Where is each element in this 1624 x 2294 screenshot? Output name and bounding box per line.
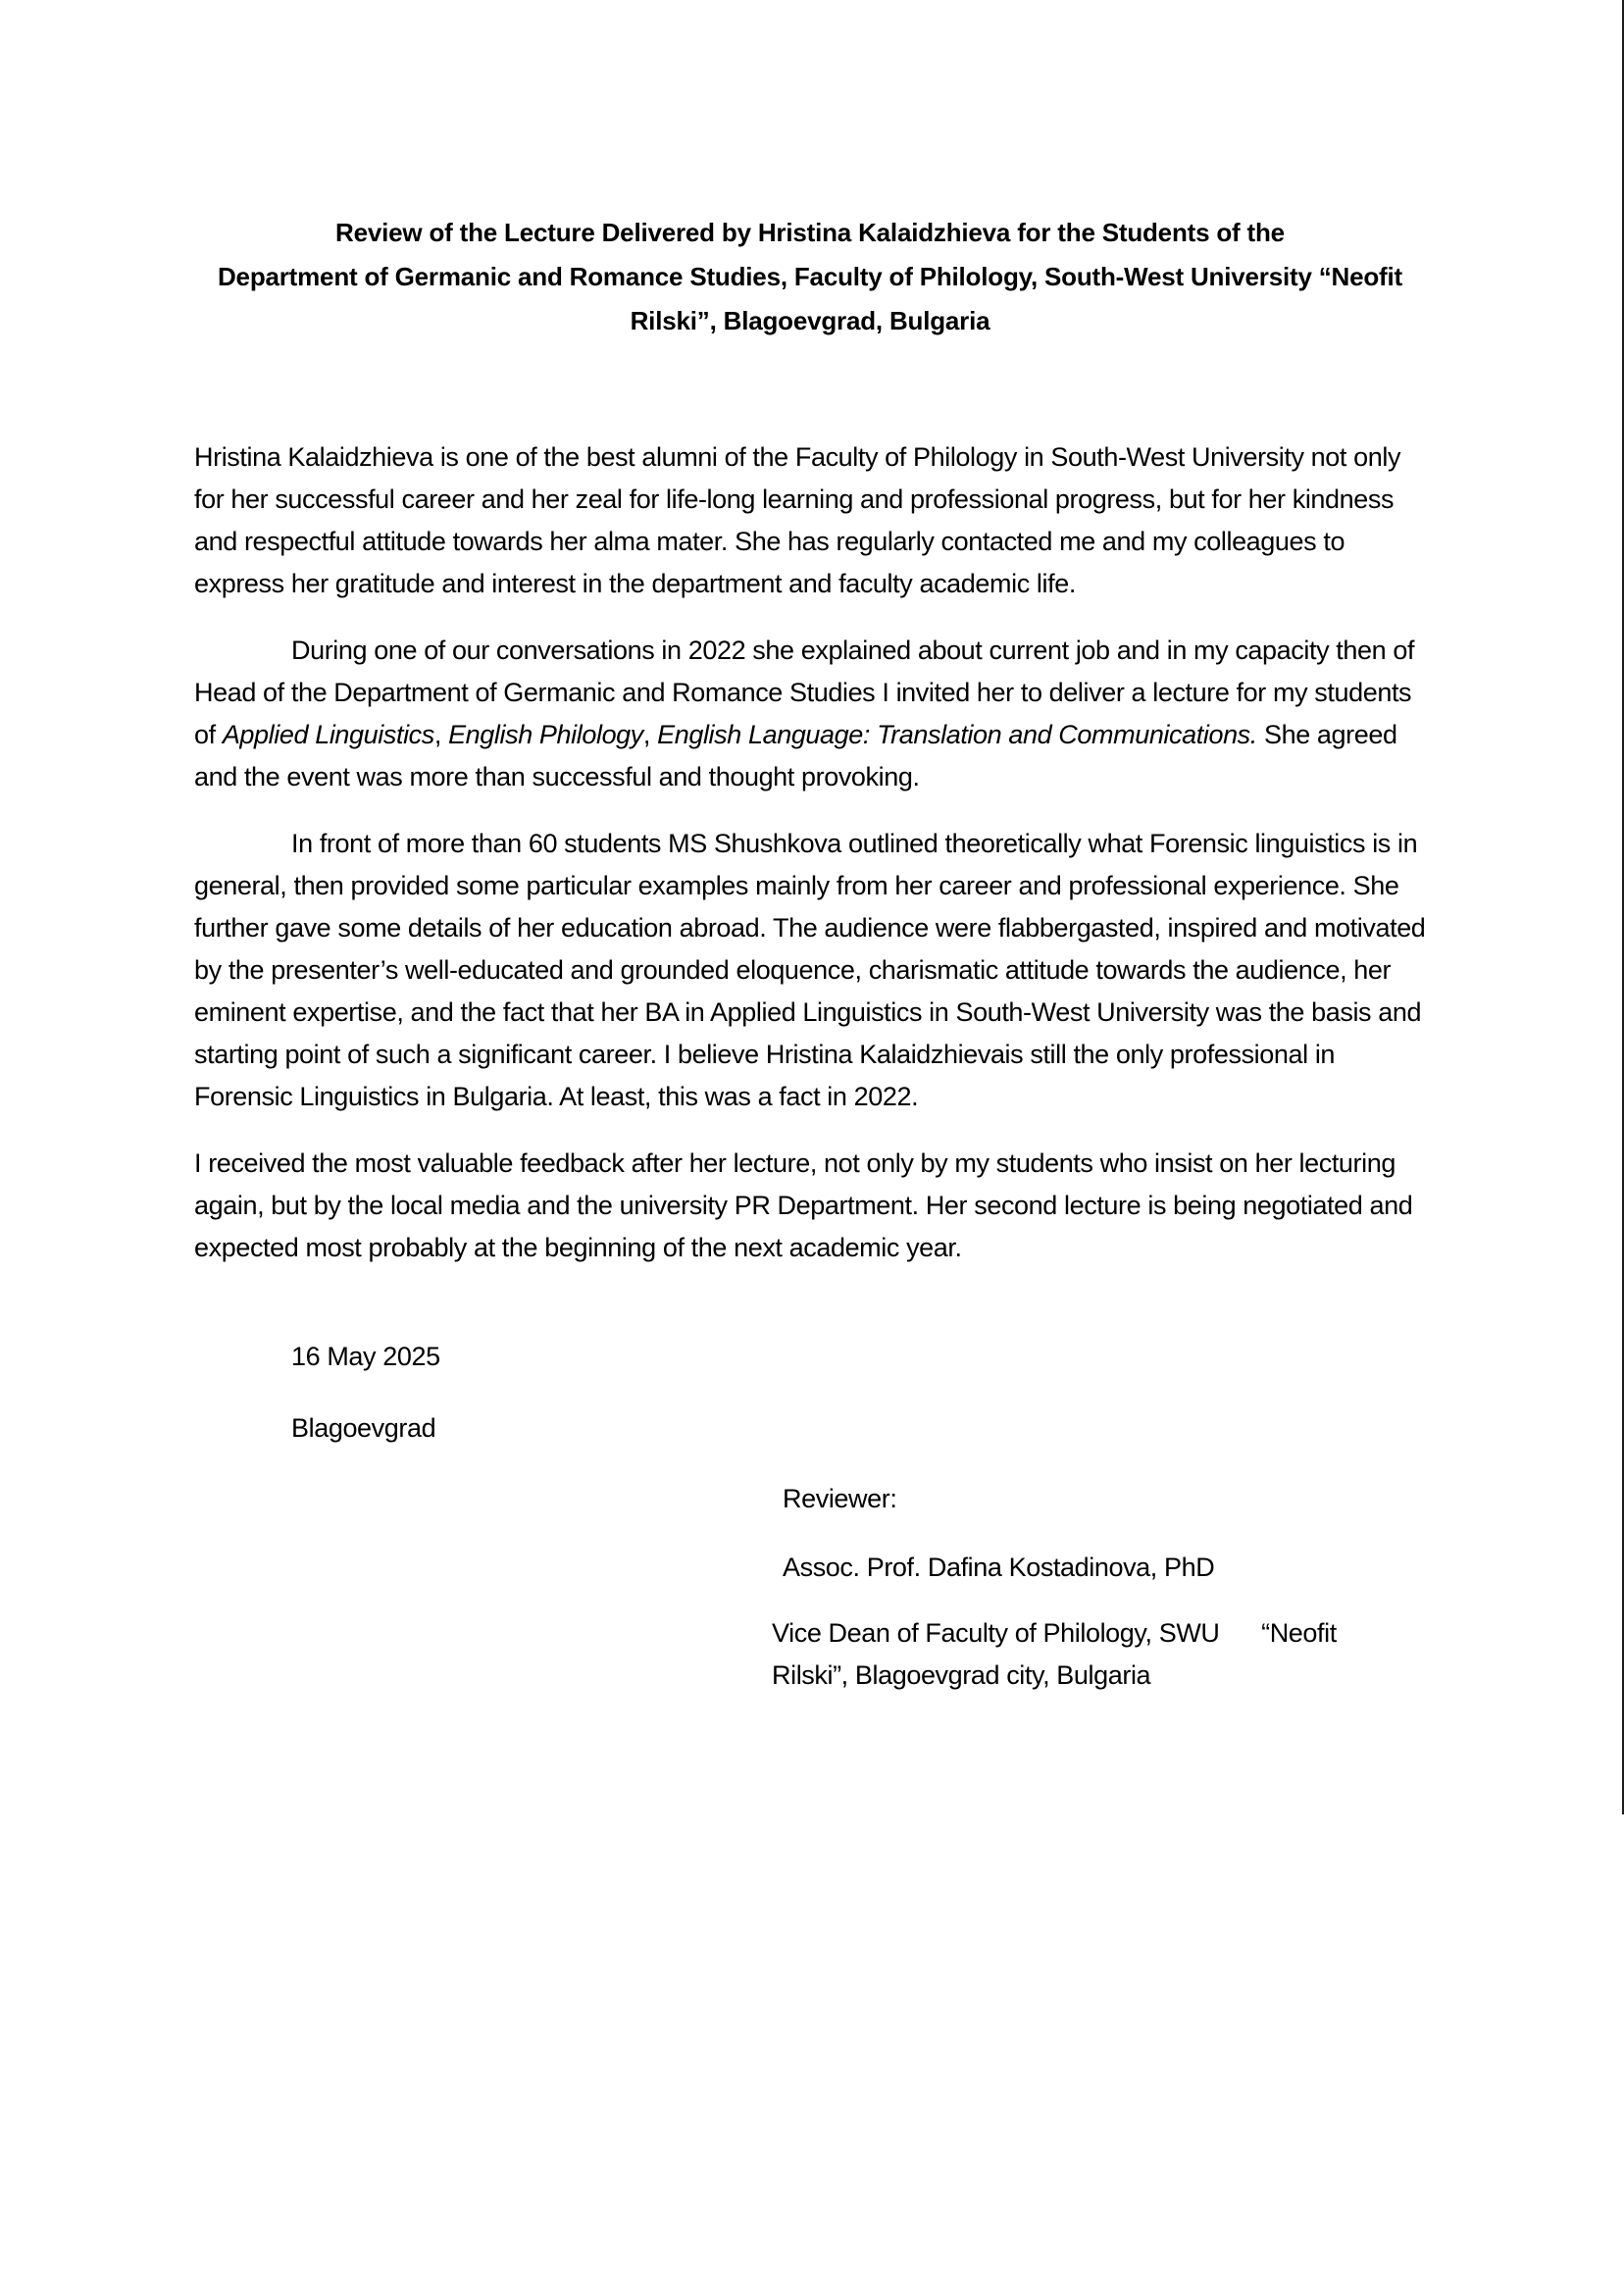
document-content bbox=[194, 0, 1426, 1697]
reviewer-name: Assoc. Prof. Dafina Kostadinova, PhD bbox=[783, 1553, 1215, 1582]
paragraph-2-text: During one of our conversations in 2022 she explained about current job and in my capacity then of Head of the Department of Germanic and Romance Studies I invited her to deliver a lecture for my students of bbox=[194, 636, 1415, 749]
closing-city: Blagoevgrad bbox=[291, 1413, 436, 1443]
course-name-applied-linguistics: Applied Linguistics bbox=[222, 720, 434, 749]
title-line-2: Department of Germanic and Romance Studies, Faculty of Philology, South-West University “Neofit bbox=[217, 262, 1402, 291]
title-line-3: Rilski”, Blagoevgrad, Bulgaria bbox=[630, 306, 990, 335]
reviewer-title bbox=[194, 1612, 1426, 1697]
reviewer-title-line-1: Vice Dean of Faculty of Philology, SWU “Neofit bbox=[772, 1618, 1337, 1648]
paragraph-4: I received the most valuable feedback after her lecture, not only by my students who insist on her lecturing again, but by the local media and the university PR Department. Her second lecture is being negotiated and expected most probably at the beginning of the next academic year. bbox=[194, 1148, 1413, 1262]
reviewer-title-line-2: Rilski”, Blagoevgrad city, Bulgaria bbox=[772, 1660, 1151, 1690]
reviewer-label: Reviewer: bbox=[783, 1484, 897, 1513]
paragraph-2 bbox=[194, 630, 1426, 798]
title-line-1: Review of the Lecture Delivered by Hristina Kalaidzhieva for the Students of the bbox=[335, 218, 1285, 247]
paragraph-1: Hristina Kalaidzhieva is one of the best alumni of the Faculty of Philology in South-West University not only for her successful career and her zeal for life-long learning and professional progress, but for her kindness and respectful attitude towards her alma mater. She has regularly contacted me and my colleagues to express her gratitude and interest in the department and faculty academic life. bbox=[194, 442, 1401, 598]
course-name-english-philology: English Philology bbox=[448, 720, 643, 749]
paragraph-2-closing-text: She agreed and the event was more than successful and thought provoking. bbox=[194, 720, 1397, 791]
document-title bbox=[194, 211, 1426, 343]
paragraph-3: In front of more than 60 students MS Shushkova outlined theoretically what Forensic linguistics is in general, then provided some particular examples mainly from her career and professional experience. She further gave some details of her education abroad. The audience were flabbergasted, inspired and motivated by the presenter’s well-educated and grounded eloquence, charismatic attitude towards the audience, her eminent expertise, and the fact that her BA in Applied Linguistics in South-West University was the basis and starting point of such a significant career. I believe Hristina Kalaidzhievais still the only professional in Forensic Linguistics in Bulgaria. At least, this was a fact in 2022. bbox=[194, 829, 1426, 1111]
closing-date: 16 May 2025 bbox=[291, 1342, 440, 1371]
paragraph-2-separator-2: , bbox=[642, 720, 658, 749]
paragraph-2-separator-1: , bbox=[433, 720, 449, 749]
course-name-english-language-translation: English Language: Translation and Communications. bbox=[657, 720, 1257, 749]
